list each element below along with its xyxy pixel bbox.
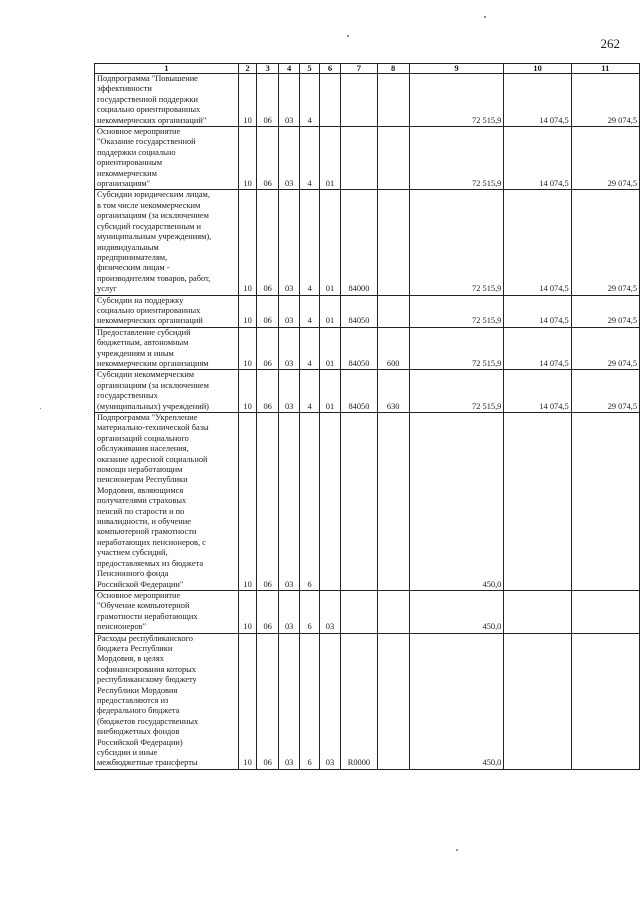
description-line: Субсидии юридическим лицам, [97,190,210,200]
description-line: Расходы республиканского [97,633,193,643]
description-line: организациям (за исключением [97,380,209,390]
code-cell-c8 [377,74,409,127]
description-line: некоммерческих организаций [97,316,203,326]
description-line: Республики Мордовия [97,685,178,695]
description-line: грамотности неработающих [97,611,198,621]
amount-cell-c9: 72 515,9 [409,127,504,190]
code-cell-c7: 84050 [341,370,377,413]
code-cell-c3: 06 [257,633,278,769]
description-line: Мордовия, являющимся [97,485,184,495]
amount-cell-c11: 29 074,5 [571,295,639,327]
description-line: ориентированным [97,158,163,168]
code-cell-c8 [377,633,409,769]
code-cell-c6 [319,413,340,591]
code-cell-c7: 84050 [341,327,377,370]
amount-cell-c9: 450,0 [409,590,504,633]
amount-cell-c10: 14 074,5 [504,74,571,127]
code-cell-c2: 10 [238,327,257,370]
description-line: услуг [97,284,117,294]
table-header-row [95,64,640,74]
description-line: Пенсионного фонда [97,569,169,579]
description-line: некоммерческим организациям [97,358,209,368]
table-row [95,413,640,591]
code-cell-c3: 06 [257,190,278,295]
description-line: Подпрограмма "Укрепление [97,413,198,422]
description-line: Российской Федерации" [97,579,184,589]
description-line: Мордовия, в целях [97,654,164,664]
description-line: республиканскому бюджету [97,675,197,685]
code-cell-c2: 10 [238,127,257,190]
description-line: инвалидности, и обучение [97,517,191,527]
description-line: "Обучение компьютерной [97,601,190,611]
code-cell-c6: 01 [319,327,340,370]
column-header-1: 1 [95,64,239,74]
description-line: поддержки социально [97,147,176,157]
row-description [95,413,239,591]
code-cell-c8 [377,295,409,327]
code-cell-c2: 10 [238,370,257,413]
row-description [95,633,239,769]
code-cell-c8 [377,190,409,295]
code-cell-c4: 03 [278,190,299,295]
amount-cell-c9: 72 515,9 [409,74,504,127]
row-description [95,370,239,413]
description-line: обслуживания населения, [97,444,189,454]
code-cell-c5: 4 [300,370,319,413]
description-line: некоммерческим [97,168,157,178]
description-line: бюджета Республики [97,643,173,653]
code-cell-c2: 10 [238,633,257,769]
description-line: пенсионеров" [97,622,147,632]
description-line: Основное мероприятие [97,127,181,137]
description-line: бюджетным, автономным [97,338,189,348]
code-cell-c5: 4 [300,127,319,190]
code-cell-c5: 4 [300,190,319,295]
code-cell-c5: 6 [300,590,319,633]
description-line: Основное мероприятие [97,590,181,600]
code-cell-c7 [341,74,377,127]
description-line: (муниципальных) учреждений) [97,401,209,411]
amount-cell-c10: 14 074,5 [504,190,571,295]
code-cell-c3: 06 [257,327,278,370]
code-cell-c6: 01 [319,190,340,295]
description-line: учреждениям и иным [97,348,174,358]
description-line: Субсидии на поддержку [97,295,184,305]
description-line: некоммерческих организаций" [97,115,207,125]
description-line: (бюджетов государственных [97,716,199,726]
description-line: пенсионерам Республики [97,475,188,485]
amount-cell-c9: 72 515,9 [409,190,504,295]
description-line: в том числе некоммерческим [97,200,201,210]
row-description [95,127,239,190]
description-line: индивидуальным [97,242,159,252]
amount-cell-c11: 29 074,5 [571,190,639,295]
code-cell-c7 [341,590,377,633]
column-header-6: 6 [319,64,340,74]
table-row [95,327,640,370]
code-cell-c3: 06 [257,127,278,190]
description-line: участием субсидий, [97,548,168,558]
table-row [95,633,640,769]
column-header-7: 7 [341,64,377,74]
amount-cell-c9: 72 515,9 [409,370,504,413]
description-line: муниципальным учреждениям), [97,232,212,242]
code-cell-c6: 01 [319,370,340,413]
code-cell-c2: 10 [238,590,257,633]
description-line: Субсидии некоммерческим [97,370,195,380]
description-line: федерального бюджета [97,706,180,716]
amount-cell-c9: 450,0 [409,633,504,769]
code-cell-c6: 03 [319,590,340,633]
description-line: социально ориентированных [97,105,201,115]
table-row [95,190,640,295]
code-cell-c2: 10 [238,295,257,327]
description-line: государственной поддержки [97,94,198,104]
code-cell-c3: 06 [257,295,278,327]
description-line: организаций социального [97,433,189,443]
column-header-9: 9 [409,64,504,74]
column-header-5: 5 [300,64,319,74]
amount-cell-c11: 29 074,5 [571,127,639,190]
code-cell-c5: 4 [300,327,319,370]
code-cell-c4: 03 [278,413,299,591]
code-cell-c2: 10 [238,190,257,295]
code-cell-c3: 06 [257,413,278,591]
code-cell-c8 [377,413,409,591]
scan-speck [456,849,458,851]
description-line: организациям (за исключением [97,211,209,221]
code-cell-c4: 03 [278,370,299,413]
code-cell-c8 [377,127,409,190]
code-cell-c7 [341,127,377,190]
row-description [95,190,239,295]
column-header-8: 8 [377,64,409,74]
table-row [95,74,640,127]
description-line: межбюджетные трансферты [97,758,198,768]
code-cell-c6: 01 [319,127,340,190]
page-number: 262 [600,36,620,51]
amount-cell-c11 [571,633,639,769]
amount-cell-c11 [571,413,639,591]
amount-cell-c11: 29 074,5 [571,370,639,413]
description-line: софинансирования которых [97,664,196,674]
amount-cell-c9: 72 515,9 [409,295,504,327]
row-description [95,590,239,633]
table-row [95,295,640,327]
amount-cell-c9: 450,0 [409,413,504,591]
code-cell-c4: 03 [278,590,299,633]
code-cell-c6: 01 [319,295,340,327]
description-line: неработающих пенсионеров, с [97,537,206,547]
column-header-4: 4 [278,64,299,74]
amount-cell-c11: 29 074,5 [571,74,639,127]
description-line: субсидии и иные [97,748,158,757]
scan-speck [484,16,486,18]
description-line: получателями страховых [97,496,187,506]
amount-cell-c10: 14 074,5 [504,370,571,413]
description-line: Предоставление субсидий [97,327,191,337]
column-header-2: 2 [238,64,257,74]
code-cell-c3: 06 [257,370,278,413]
amount-cell-c11: 29 074,5 [571,327,639,370]
description-line: субсидий государственным и [97,221,201,231]
amount-cell-c11 [571,590,639,633]
amount-cell-c10: 14 074,5 [504,127,571,190]
code-cell-c8: 600 [377,327,409,370]
column-header-11: 11 [571,64,639,74]
table-body [95,74,640,770]
code-cell-c4: 03 [278,127,299,190]
description-line: физическим лицам - [97,263,170,273]
code-cell-c5: 6 [300,633,319,769]
description-line: "Оказание государственной [97,137,196,147]
amount-cell-c10: 14 074,5 [504,295,571,327]
row-description [95,74,239,127]
amount-cell-c10 [504,590,571,633]
description-line: организациям" [97,179,151,189]
row-description [95,295,239,327]
column-header-3: 3 [257,64,278,74]
table-row [95,370,640,413]
code-cell-c6: 03 [319,633,340,769]
description-line: государственных [97,391,158,401]
code-cell-c7: 84000 [341,190,377,295]
code-cell-c5: 6 [300,413,319,591]
description-line: помощи неработающим [97,465,183,475]
amount-cell-c10: 14 074,5 [504,327,571,370]
code-cell-c6 [319,74,340,127]
code-cell-c7: R0000 [341,633,377,769]
scan-speck [40,408,41,409]
code-cell-c7: 84050 [341,295,377,327]
description-line: оказание адресной социальной [97,454,208,464]
table-row [95,590,640,633]
description-line: Подпрограмма "Повышение [97,74,198,83]
description-line: предоставляются из [97,695,169,705]
row-description [95,327,239,370]
code-cell-c4: 03 [278,633,299,769]
description-line: пенсий по старости и по [97,506,185,516]
scan-speck [347,35,349,37]
description-line: компьютерной грамотности [97,527,197,537]
code-cell-c2: 10 [238,74,257,127]
code-cell-c4: 03 [278,327,299,370]
code-cell-c7 [341,413,377,591]
budget-table [94,63,640,770]
code-cell-c8: 630 [377,370,409,413]
code-cell-c4: 03 [278,295,299,327]
column-header-10: 10 [504,64,571,74]
code-cell-c5: 4 [300,74,319,127]
amount-cell-c10 [504,633,571,769]
code-cell-c3: 06 [257,590,278,633]
description-line: предоставляемых из бюджета [97,558,204,568]
code-cell-c8 [377,590,409,633]
description-line: производителям товаров, работ, [97,273,211,283]
amount-cell-c9: 72 515,9 [409,327,504,370]
amount-cell-c10 [504,413,571,591]
description-line: предпринимателям, [97,252,168,262]
code-cell-c4: 03 [278,74,299,127]
table-row [95,127,640,190]
description-line: Российской Федерации) [97,737,183,747]
description-line: внебюджетных фондов [97,727,180,737]
description-line: эффективности [97,84,152,94]
code-cell-c2: 10 [238,413,257,591]
code-cell-c5: 4 [300,295,319,327]
description-line: социально ориентированных [97,305,201,315]
code-cell-c3: 06 [257,74,278,127]
description-line: материально-технической базы [97,423,209,433]
